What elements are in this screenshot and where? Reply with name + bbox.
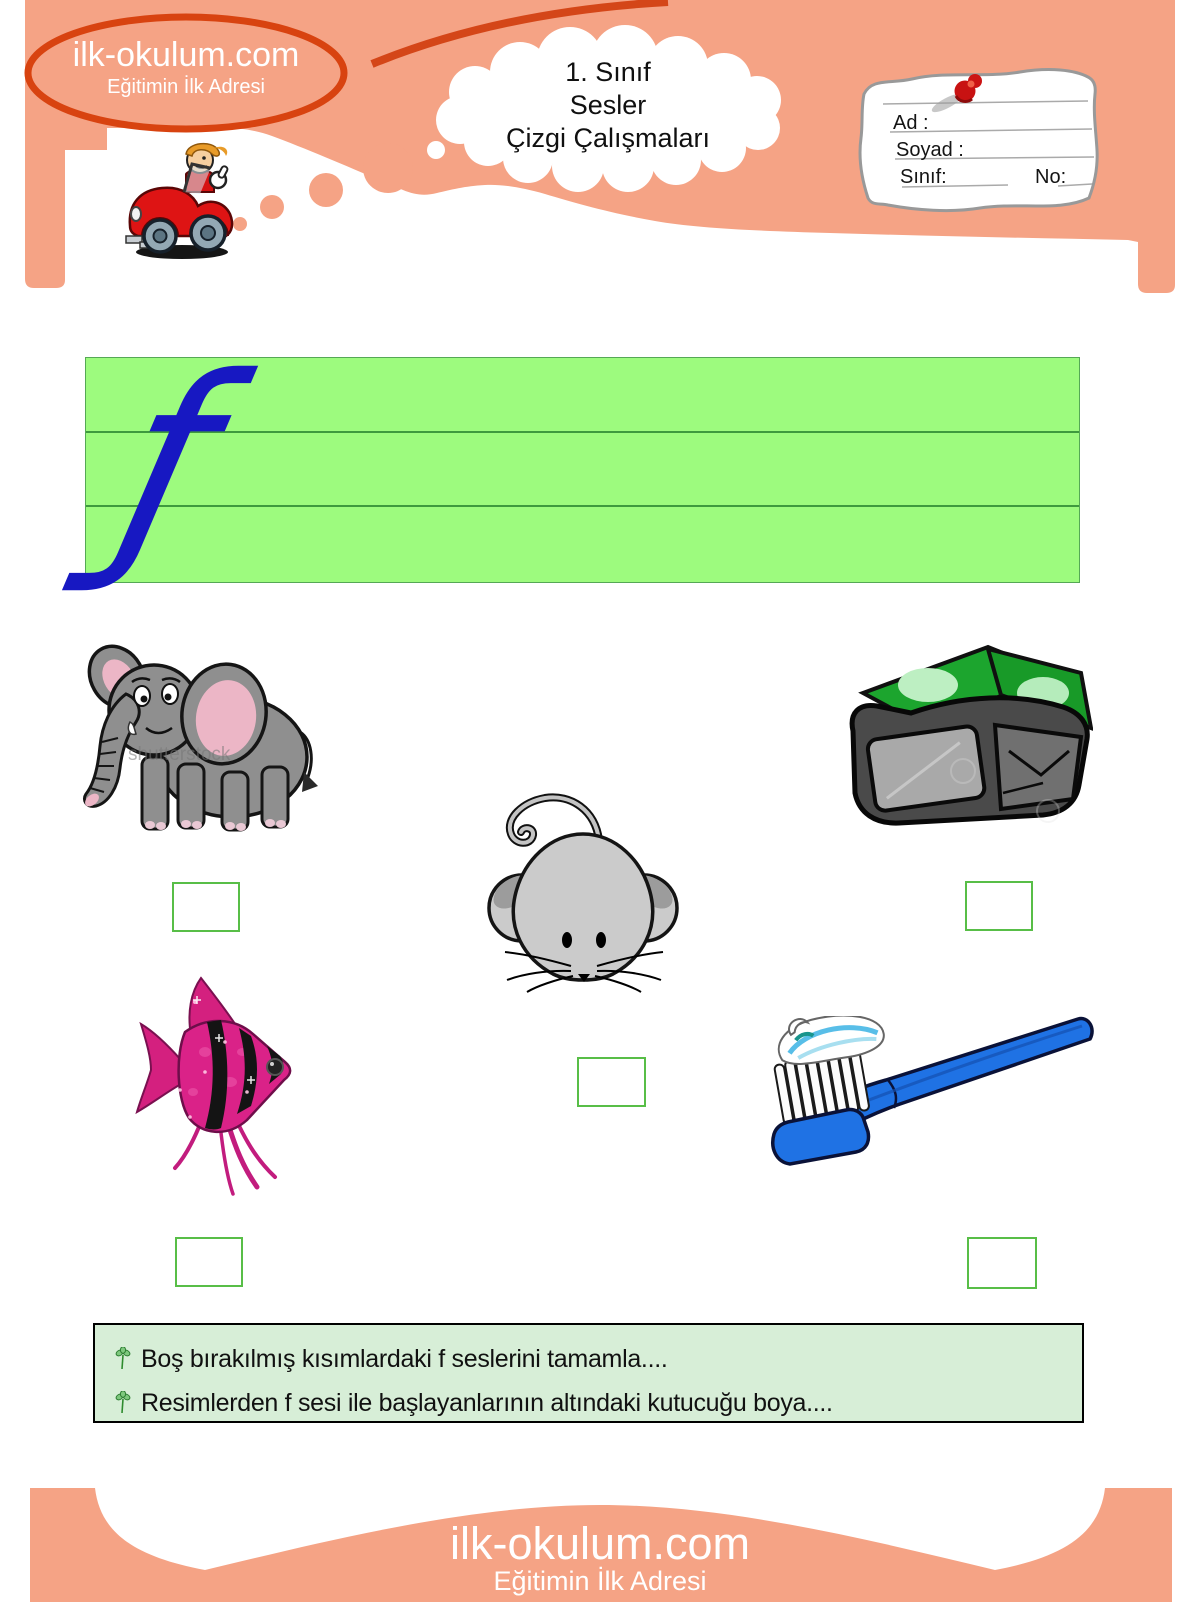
logo-subtitle: Eğitimin İlk Adresi (107, 76, 265, 98)
instruction-item (115, 1337, 1082, 1381)
checkbox-toothbrush[interactable] (967, 1237, 1037, 1289)
checkbox-fish[interactable] (175, 1237, 243, 1287)
ruled-line-2 (86, 505, 1079, 507)
checkbox-mouse[interactable] (577, 1057, 646, 1107)
fish-image (135, 972, 310, 1198)
kid-car-illustration (126, 144, 232, 259)
footer-title: ilk-okulum.com (449, 1518, 751, 1569)
instruction-text-2: Resimlerden f sesi ile başlayanlarının altındaki kutucuğu boya.... (141, 1388, 833, 1417)
handwriting-practice-area[interactable] (85, 357, 1080, 583)
cloud-line-1: 1. Sınıf (565, 57, 651, 87)
cloud-line-3: Çizgi Çalışmaları (505, 123, 711, 153)
instructions-box (93, 1323, 1084, 1423)
footer-subtitle: Eğitimin İlk Adresi (493, 1566, 707, 1596)
checkbox-wallet[interactable] (965, 881, 1033, 931)
clover-bullet-icon (115, 1391, 131, 1415)
checkbox-elephant[interactable] (172, 882, 240, 932)
mouse-image (475, 788, 690, 994)
sinif-label: Sınıf: (900, 166, 947, 188)
cloud-line-2: Sesler (569, 90, 647, 120)
ruled-line-1 (86, 431, 1079, 433)
toothbrush-image (760, 1016, 1095, 1178)
wallet-image (843, 633, 1093, 829)
instruction-item (115, 1381, 1082, 1425)
ad-label: Ad : (893, 112, 929, 134)
soyad-label: Soyad : (896, 139, 964, 161)
watermark-text: shutterstock (128, 744, 231, 765)
instruction-text-1: Boş bırakılmış kısımlardaki f seslerini tamamla.... (141, 1344, 668, 1373)
clover-bullet-icon (115, 1347, 131, 1371)
no-label: No: (1035, 166, 1067, 188)
cloud-title (448, 56, 768, 155)
logo-title: ilk-okulum.com (72, 36, 300, 74)
cursive-letter-f: ƒ (96, 327, 241, 597)
elephant-image (62, 622, 318, 838)
